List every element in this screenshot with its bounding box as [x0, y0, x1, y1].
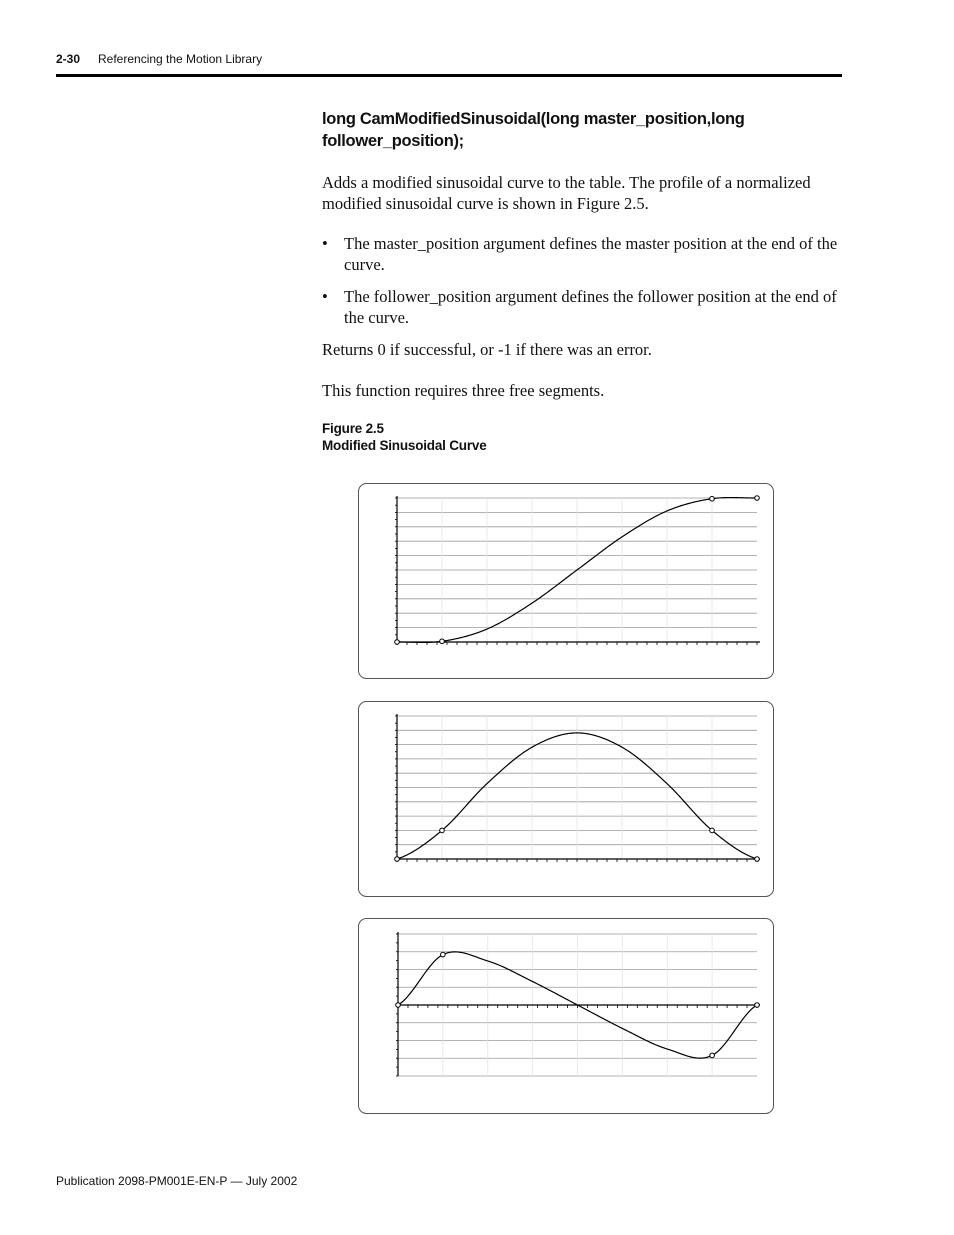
acceleration-chart-svg	[358, 918, 774, 1114]
curve-marker	[440, 639, 445, 644]
curve-marker	[755, 1003, 760, 1008]
figure-number: Figure 2.5	[322, 421, 384, 436]
velocity-chart	[358, 701, 774, 897]
curve-marker	[395, 857, 400, 862]
position-chart-svg	[358, 483, 774, 679]
curve-marker	[755, 857, 760, 862]
bullet-text: The follower_position argument defines the follower position at the end of the curve.	[344, 287, 837, 327]
curve-marker	[441, 952, 446, 957]
curve-marker	[440, 828, 445, 833]
velocity-chart-svg	[358, 701, 774, 897]
figure-caption: Modified Sinusoidal Curve	[322, 438, 487, 453]
acceleration-chart	[358, 918, 774, 1114]
header-rule	[56, 74, 842, 77]
curve-marker	[395, 640, 400, 645]
main-content	[322, 108, 847, 454]
returns-paragraph: Returns 0 if successful, or -1 if there was an error.	[322, 340, 652, 359]
curve-marker	[710, 496, 715, 501]
curve-marker	[710, 1053, 715, 1058]
requirement-paragraph: This function requires three free segments.	[322, 381, 605, 400]
page-header	[56, 52, 263, 66]
function-signature: long CamModifiedSinusoidal(long master_position,long follower_position);	[322, 110, 745, 150]
curve-marker	[396, 1003, 401, 1008]
chart-frame	[359, 702, 774, 897]
bullet-text: The master_position argument defines the master position at the end of the curve.	[344, 234, 838, 274]
chart-frame	[359, 919, 774, 1114]
section-title: Referencing the Motion Library	[98, 52, 263, 66]
list-item	[322, 233, 847, 275]
description-paragraph: Adds a modified sinusoidal curve to the table. The profile of a normalized modified sinusoidal curve is shown in Figure 2.5.	[322, 173, 811, 213]
position-chart	[358, 483, 774, 679]
bullet-icon: •	[322, 287, 328, 306]
bullet-icon: •	[322, 234, 328, 253]
curve-marker	[755, 496, 760, 501]
argument-list	[322, 233, 847, 328]
page-footer: Publication 2098-PM001E-EN-P — July 2002	[56, 1174, 298, 1188]
curve-marker	[710, 828, 715, 833]
figure-label	[322, 420, 847, 454]
list-item	[322, 286, 847, 328]
page-number: 2-30	[56, 52, 81, 66]
